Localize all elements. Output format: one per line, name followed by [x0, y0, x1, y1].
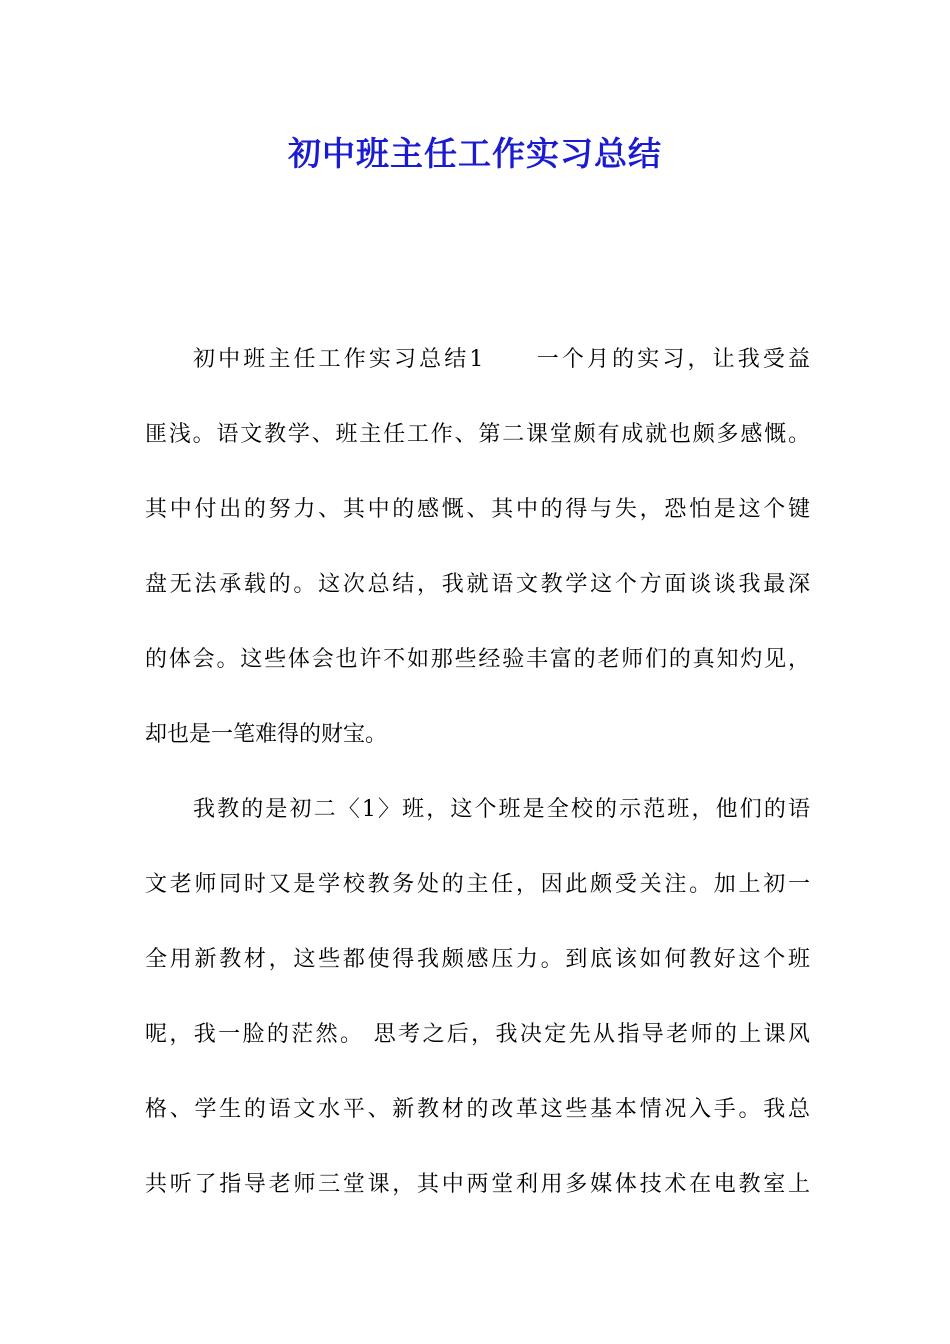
paragraph-line: 盘无法承载的。这次总结，我就语文教学这个方面谈谈我最深: [145, 572, 810, 597]
paragraph-line: 匪浅。语文教学、班主任工作、第二课堂颇有成就也颇多感慨。: [145, 422, 810, 447]
paragraph-line: 呢，我一脸的茫然。 思考之后，我决定先从指导老师的上课风: [145, 1022, 810, 1047]
paragraph-line: 却也是一笔难得的财宝。: [145, 722, 388, 747]
paragraph-line: 其中付出的努力、其中的感慨、其中的得与失，恐怕是这个键: [145, 497, 810, 522]
paragraph-line: 共听了指导老师三堂课，其中两堂利用多媒体技术在电教室上: [145, 1172, 810, 1197]
paragraph-line: 初中班主任工作实习总结1 一个月的实习，让我受益: [193, 347, 810, 372]
paragraph-line: 我教的是初二〈1〉班，这个班是全校的示范班，他们的语: [193, 797, 810, 822]
paragraph-line: 的体会。这些体会也许不如那些经验丰富的老师们的真知灼见，: [145, 647, 810, 672]
paragraph-line: 全用新教材，这些都使得我颇感压力。到底该如何教好这个班: [145, 947, 810, 972]
paragraph-line: 格、学生的语文水平、新教材的改革这些基本情况入手。我总: [145, 1097, 810, 1122]
page-title: 初中班主任工作实习总结: [288, 134, 662, 173]
paragraph-line: 文老师同时又是学校教务处的主任，因此颇受关注。加上初一: [145, 872, 810, 897]
